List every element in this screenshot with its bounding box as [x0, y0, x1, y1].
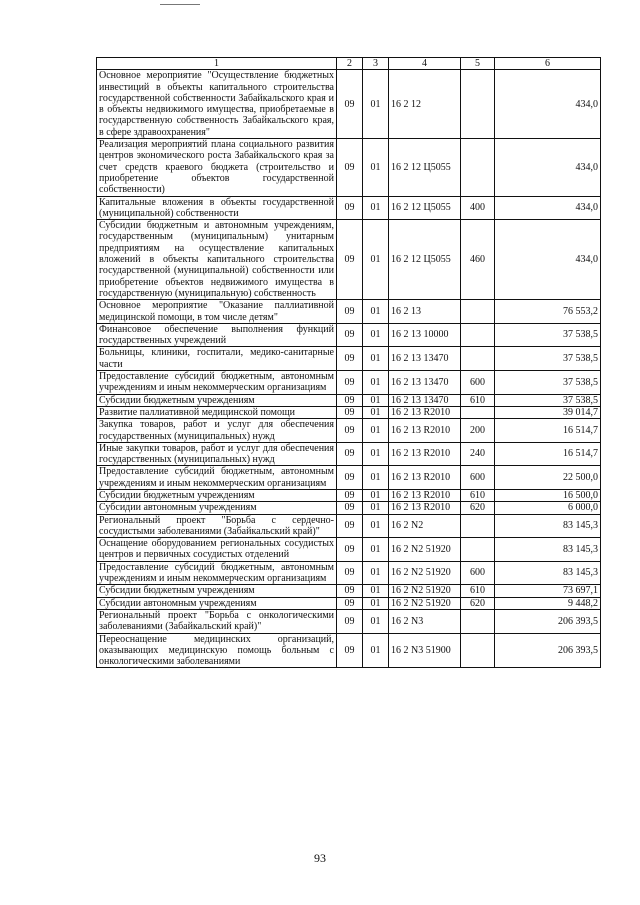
- row-section-cell: 09: [337, 585, 363, 597]
- row-target-code-cell: 16 2 12 Ц5055: [389, 196, 461, 220]
- row-expense-type-cell: [461, 538, 495, 562]
- row-subsection-cell: 01: [363, 220, 389, 300]
- row-subsection-cell: 01: [363, 442, 389, 466]
- row-section-cell: 09: [337, 489, 363, 501]
- row-subsection-cell: 01: [363, 139, 389, 196]
- row-name-cell: Переоснащение медицинских организаций, оказывающих медицинскую помощь больным с онкологическими заболеваниями: [97, 633, 337, 668]
- row-subsection-cell: 01: [363, 514, 389, 538]
- row-target-code-cell: 16 2 N2 51920: [389, 561, 461, 585]
- row-subsection-cell: 01: [363, 633, 389, 668]
- row-subsection-cell: 01: [363, 394, 389, 406]
- table-row: [97, 633, 601, 668]
- row-subsection-cell: 01: [363, 419, 389, 443]
- table-row: [97, 609, 601, 633]
- row-name-cell: Субсидии бюджетным и автономным учреждениям, государственным (муниципальным) унитарным предприятиям на осуществление капитальных вложений в объекты капитального строительства государственной (муниципальной) собственности или приобретение объектов недвижимого имущества в государственную (муниципальную) собственность: [97, 220, 337, 300]
- table-row: [97, 70, 601, 139]
- row-section-cell: 09: [337, 70, 363, 139]
- row-name-cell: Предоставление субсидий бюджетным, автономным учреждениям и иным некоммерческим организациям: [97, 371, 337, 395]
- row-subsection-cell: 01: [363, 196, 389, 220]
- row-name-cell: Финансовое обеспечение выполнения функций государственных учреждений: [97, 323, 337, 347]
- row-section-cell: 09: [337, 561, 363, 585]
- row-amount-cell: 37 538,5: [495, 347, 601, 371]
- row-name-cell: Субсидии автономным учреждениям: [97, 597, 337, 609]
- row-section-cell: 09: [337, 220, 363, 300]
- table-row: [97, 489, 601, 501]
- row-name-cell: Иные закупки товаров, работ и услуг для обеспечения государственных (муниципальных) нужд: [97, 442, 337, 466]
- row-expense-type-cell: 620: [461, 502, 495, 514]
- row-amount-cell: 434,0: [495, 139, 601, 196]
- row-section-cell: 09: [337, 538, 363, 562]
- table-row: [97, 466, 601, 490]
- row-expense-type-cell: 620: [461, 597, 495, 609]
- table-row: [97, 502, 601, 514]
- row-section-cell: 09: [337, 419, 363, 443]
- row-name-cell: Предоставление субсидий бюджетным, автономным учреждениям и иным некоммерческим организациям: [97, 561, 337, 585]
- row-expense-type-cell: [461, 406, 495, 418]
- row-amount-cell: 16 514,7: [495, 442, 601, 466]
- row-section-cell: 09: [337, 514, 363, 538]
- row-target-code-cell: 16 2 N2: [389, 514, 461, 538]
- row-expense-type-cell: 610: [461, 489, 495, 501]
- row-expense-type-cell: [461, 70, 495, 139]
- row-target-code-cell: 16 2 13 R2010: [389, 419, 461, 443]
- row-name-cell: Субсидии бюджетным учреждениям: [97, 489, 337, 501]
- table-row: [97, 323, 601, 347]
- header-cell-subsection: 3: [363, 58, 389, 70]
- row-name-cell: Капитальные вложения в объекты государственной (муниципальной) собственности: [97, 196, 337, 220]
- row-section-cell: 09: [337, 502, 363, 514]
- header-row: [97, 58, 601, 70]
- row-target-code-cell: 16 2 N3 51900: [389, 633, 461, 668]
- row-expense-type-cell: [461, 633, 495, 668]
- row-expense-type-cell: 240: [461, 442, 495, 466]
- row-amount-cell: 434,0: [495, 196, 601, 220]
- row-subsection-cell: 01: [363, 489, 389, 501]
- row-name-cell: Закупка товаров, работ и услуг для обеспечения государственных (муниципальных) нужд: [97, 419, 337, 443]
- row-name-cell: Предоставление субсидий бюджетным, автономным учреждениям и иным некоммерческим организациям: [97, 466, 337, 490]
- row-subsection-cell: 01: [363, 538, 389, 562]
- row-section-cell: 09: [337, 323, 363, 347]
- row-target-code-cell: 16 2 13 13470: [389, 347, 461, 371]
- header-cell-amount: 6: [495, 58, 601, 70]
- table-row: [97, 347, 601, 371]
- row-target-code-cell: 16 2 N2 51920: [389, 585, 461, 597]
- row-section-cell: 09: [337, 609, 363, 633]
- row-amount-cell: 434,0: [495, 220, 601, 300]
- row-target-code-cell: 16 2 13 13470: [389, 394, 461, 406]
- row-subsection-cell: 01: [363, 561, 389, 585]
- row-subsection-cell: 01: [363, 466, 389, 490]
- row-expense-type-cell: [461, 514, 495, 538]
- table-row: [97, 597, 601, 609]
- row-name-cell: Субсидии бюджетным учреждениям: [97, 585, 337, 597]
- row-target-code-cell: 16 2 N2 51920: [389, 597, 461, 609]
- row-target-code-cell: 16 2 12 Ц5055: [389, 139, 461, 196]
- row-subsection-cell: 01: [363, 371, 389, 395]
- row-amount-cell: 83 145,3: [495, 538, 601, 562]
- table-row: [97, 371, 601, 395]
- row-expense-type-cell: 610: [461, 394, 495, 406]
- table-row: [97, 220, 601, 300]
- row-target-code-cell: 16 2 13 10000: [389, 323, 461, 347]
- row-target-code-cell: 16 2 12 Ц5055: [389, 220, 461, 300]
- row-expense-type-cell: 600: [461, 466, 495, 490]
- row-subsection-cell: 01: [363, 597, 389, 609]
- row-amount-cell: 37 538,5: [495, 371, 601, 395]
- row-target-code-cell: 16 2 13 R2010: [389, 466, 461, 490]
- row-expense-type-cell: [461, 347, 495, 371]
- row-section-cell: 09: [337, 406, 363, 418]
- row-amount-cell: 37 538,5: [495, 394, 601, 406]
- row-target-code-cell: 16 2 13 R2010: [389, 442, 461, 466]
- row-section-cell: 09: [337, 394, 363, 406]
- row-subsection-cell: 01: [363, 70, 389, 139]
- row-target-code-cell: 16 2 13: [389, 300, 461, 324]
- table-row: [97, 585, 601, 597]
- row-amount-cell: 22 500,0: [495, 466, 601, 490]
- row-name-cell: Региональный проект "Борьба с сердечно-сосудистыми заболеваниями (Забайкальский край)": [97, 514, 337, 538]
- row-subsection-cell: 01: [363, 406, 389, 418]
- row-target-code-cell: 16 2 13 R2010: [389, 502, 461, 514]
- row-expense-type-cell: [461, 609, 495, 633]
- row-expense-type-cell: 600: [461, 371, 495, 395]
- row-target-code-cell: 16 2 N2 51920: [389, 538, 461, 562]
- row-amount-cell: 206 393,5: [495, 609, 601, 633]
- row-name-cell: Региональный проект "Борьба с онкологическими заболеваниями (Забайкальский край)": [97, 609, 337, 633]
- table-row: [97, 406, 601, 418]
- row-expense-type-cell: 600: [461, 561, 495, 585]
- budget-table: [96, 57, 601, 668]
- table-row: [97, 442, 601, 466]
- page-number: 93: [314, 851, 326, 865]
- row-amount-cell: 6 000,0: [495, 502, 601, 514]
- table-row: [97, 419, 601, 443]
- header-cell-target-code: 4: [389, 58, 461, 70]
- table-row: [97, 394, 601, 406]
- row-section-cell: 09: [337, 466, 363, 490]
- table-row: [97, 514, 601, 538]
- row-section-cell: 09: [337, 597, 363, 609]
- row-name-cell: Оснащение оборудованием региональных сосудистых центров и первичных сосудистых отделений: [97, 538, 337, 562]
- table-row: [97, 538, 601, 562]
- table-row: [97, 196, 601, 220]
- row-amount-cell: 37 538,5: [495, 323, 601, 347]
- header-cell-section: 2: [337, 58, 363, 70]
- row-name-cell: Развитие паллиативной медицинской помощи: [97, 406, 337, 418]
- row-expense-type-cell: [461, 139, 495, 196]
- row-amount-cell: 16 500,0: [495, 489, 601, 501]
- row-amount-cell: 76 553,2: [495, 300, 601, 324]
- row-expense-type-cell: 610: [461, 585, 495, 597]
- top-rule: [160, 4, 200, 5]
- row-amount-cell: 39 014,7: [495, 406, 601, 418]
- row-name-cell: Субсидии бюджетным учреждениям: [97, 394, 337, 406]
- row-target-code-cell: 16 2 13 R2010: [389, 406, 461, 418]
- row-target-code-cell: 16 2 13 R2010: [389, 489, 461, 501]
- table-row: [97, 561, 601, 585]
- row-subsection-cell: 01: [363, 609, 389, 633]
- header-cell-name: 1: [97, 58, 337, 70]
- row-amount-cell: 73 697,1: [495, 585, 601, 597]
- table-row: [97, 300, 601, 324]
- row-section-cell: 09: [337, 300, 363, 324]
- row-section-cell: 09: [337, 442, 363, 466]
- row-name-cell: Больницы, клиники, госпитали, медико-санитарные части: [97, 347, 337, 371]
- row-amount-cell: 9 448,2: [495, 597, 601, 609]
- row-name-cell: Основное мероприятие "Оказание паллиативной медицинской помощи, в том числе детям": [97, 300, 337, 324]
- row-expense-type-cell: 400: [461, 196, 495, 220]
- row-subsection-cell: 01: [363, 502, 389, 514]
- row-section-cell: 09: [337, 196, 363, 220]
- row-section-cell: 09: [337, 633, 363, 668]
- row-section-cell: 09: [337, 139, 363, 196]
- row-target-code-cell: 16 2 N3: [389, 609, 461, 633]
- row-expense-type-cell: 200: [461, 419, 495, 443]
- row-target-code-cell: 16 2 13 13470: [389, 371, 461, 395]
- row-subsection-cell: 01: [363, 323, 389, 347]
- row-expense-type-cell: [461, 323, 495, 347]
- row-amount-cell: 83 145,3: [495, 514, 601, 538]
- row-expense-type-cell: 460: [461, 220, 495, 300]
- row-amount-cell: 206 393,5: [495, 633, 601, 668]
- row-amount-cell: 434,0: [495, 70, 601, 139]
- table-row: [97, 139, 601, 196]
- row-subsection-cell: 01: [363, 585, 389, 597]
- row-subsection-cell: 01: [363, 300, 389, 324]
- row-name-cell: Субсидии автономным учреждениям: [97, 502, 337, 514]
- row-subsection-cell: 01: [363, 347, 389, 371]
- row-section-cell: 09: [337, 347, 363, 371]
- row-target-code-cell: 16 2 12: [389, 70, 461, 139]
- row-amount-cell: 16 514,7: [495, 419, 601, 443]
- row-section-cell: 09: [337, 371, 363, 395]
- table-body: [97, 70, 601, 668]
- row-name-cell: Реализация мероприятий плана социального развития центров экономического роста Забайкальского края за счет средств краевого бюджета (строительство и приобретение объектов государственной собственности): [97, 139, 337, 196]
- row-name-cell: Основное мероприятие "Осуществление бюджетных инвестиций в объекты капитального строительства государственной собственности Забайкальского края и в объекты недвижимого имущества, приобретаемые в государственную собственность Забайкальского края, в сфере здравоохранения": [97, 70, 337, 139]
- header-cell-expense-type: 5: [461, 58, 495, 70]
- row-expense-type-cell: [461, 300, 495, 324]
- row-amount-cell: 83 145,3: [495, 561, 601, 585]
